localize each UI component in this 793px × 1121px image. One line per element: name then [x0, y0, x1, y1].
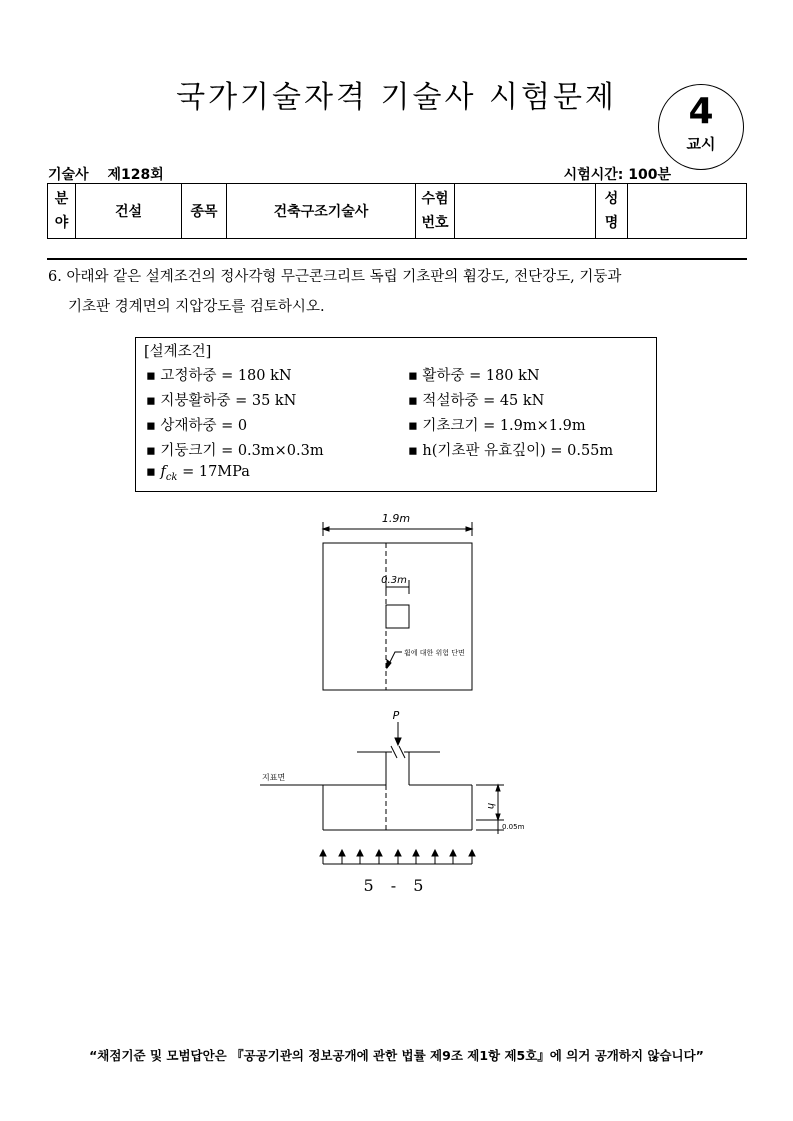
exam-number-label-cell: 수험 번호 — [416, 184, 455, 239]
period-number: 4 — [688, 91, 714, 132]
critical-section-label: 휨에 대한 위험 단면 — [404, 649, 465, 657]
condition-item-fck: ▪ $f_{ck} = 17MPa$ — [146, 464, 250, 483]
condition-item: ▪ 기초크기 = 1.9m×1.9m — [408, 418, 586, 434]
question-line-2: 기초판 경계면의 지압강도를 검토하시오. — [68, 299, 325, 315]
column-plan-outline — [386, 605, 409, 628]
footing-plan-outline — [323, 543, 472, 690]
h-label: h — [485, 802, 496, 810]
field-value: 건설 — [76, 184, 182, 239]
footer-notice: “채점기준 및 모범답안은 『공공기관의 정보공개에 관한 법률 제9조 제1항 제5호』에 의거 공개하지 않습니다” — [89, 1048, 704, 1063]
exam-category: 기술사 — [48, 167, 89, 183]
condition-item: ▪ 기둥크기 = 0.3m×0.3m — [146, 443, 324, 459]
field-label-cell: 분 야 — [48, 184, 76, 239]
page-number: 5 - 5 — [363, 876, 430, 895]
period-label: 교시 — [686, 135, 716, 153]
load-label: P — [392, 709, 400, 722]
condition-item: ▪ 고정하중 = 180 kN — [146, 368, 292, 384]
soil-pressure-arrows — [320, 850, 475, 864]
column-width-label: 0.3m — [381, 575, 407, 586]
cover-label: 0.05m — [502, 823, 525, 831]
name-label-cell: 성 명 — [596, 184, 628, 239]
question-line-1: 6. 아래와 같은 설계조건의 정사각형 무근콘크리트 독립 기초판의 휨강도, 전단강도, 기둥과 — [48, 269, 622, 285]
condition-item: ▪ 상재하중 = 0 — [146, 418, 248, 434]
item-label: 종목 — [182, 184, 227, 239]
plan-width-label: 1.9m — [381, 512, 411, 525]
ground-level-label: 지표면 — [262, 773, 286, 782]
item-value: 건축구조기술사 — [227, 184, 416, 239]
condition-item: ▪ 적설하중 = 45 kN — [408, 393, 545, 409]
conditions-title: [설계조건] — [144, 344, 212, 360]
exam-time: 시험시간: 100분 — [563, 167, 671, 183]
condition-item: ▪ 지붕활하중 = 35 kN — [146, 393, 297, 409]
condition-item: ▪ h(기초판 유효깊이) = 0.55m — [408, 443, 614, 459]
page-title: 국가기술자격 기술사 시험문제 — [176, 80, 617, 115]
exam-round: 제128회 — [107, 167, 164, 183]
condition-item: ▪ 활하중 = 180 kN — [408, 368, 540, 384]
